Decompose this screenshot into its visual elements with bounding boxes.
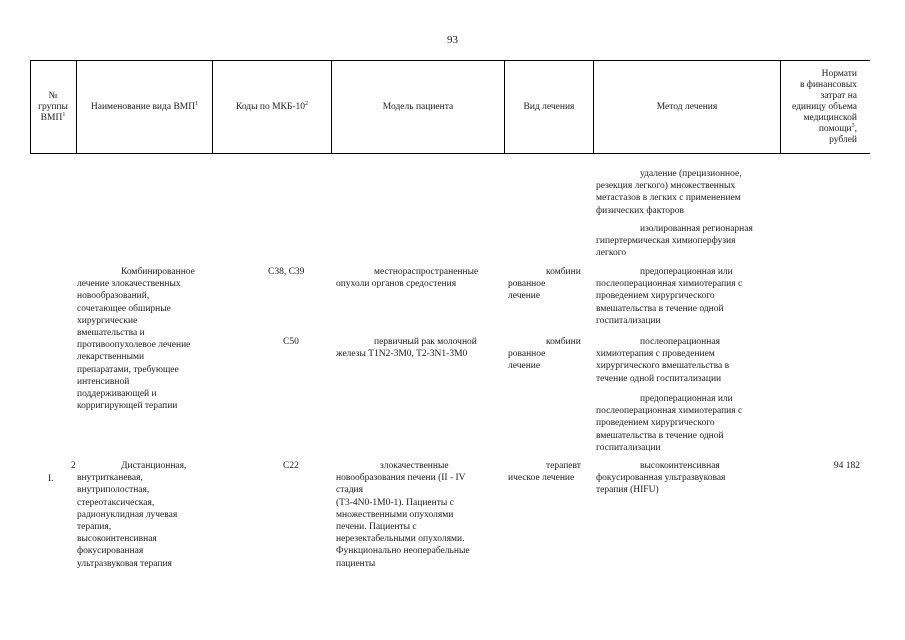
header-method: Метод лечения [656,101,718,112]
patient-model-cell: злокачественные новообразования печени (II - IV стадия (T3-4N0-1M0-1). Пациенты с множественными опухолями печени. Пациенты с нерезектабельными опухолями. Функционально неоперабельные пациенты [336,461,470,569]
method-cell: высокоинтенсивная фокусированная ультразвуковая терапия (HIFU) [596,461,726,496]
treatment-type-cell: комбини рованное лечение [508,267,581,302]
header-name: Наименование вида ВМП$^1$ [90,100,199,112]
treatment-type-cell: терапевт ическое лечение [508,461,581,484]
page-number: 93 [447,34,458,46]
method-cell: предоперационная или послеоперационная химиотерапия с проведением хирургического вмешательства в течение одной госпитализации [596,267,743,326]
norm-cost-cell: 94 182 [833,461,860,471]
method-cell: послеоперационная химиотерапия с проведением хирургического вмешательства в течение одной госпитализации [596,337,730,384]
group-number: 2 [71,461,76,471]
method-cell: удаление (прецизионное, резекция легкого) множественных метастазов в легких с применением физических факторов [596,169,742,216]
section-roman: I. [48,474,54,484]
treatment-type-cell: комбини рованное лечение [508,337,581,372]
method-cell: изолированная регионарная гипертермическая химиоперфузия легкого [596,224,753,259]
header-group: № группы ВМП$^1$ [38,90,68,123]
icd-code-cell: C38, C39 [268,267,305,277]
header-type: Вид лечения [523,101,575,112]
patient-model-cell: местнораспространенные опухоли органов средостения [336,267,479,290]
header-norm: Нормати в финансовых затрат на единицу объема медицинской помощи$^3$, рублей [791,68,858,145]
method-cell: предоперационная или послеоперационная химиотерапия с проведением хирургического вмешательства в течение одной госпитализации [596,394,743,453]
vmp-name-cell: Комбинированное лечение злокачественных новообразований, сочетающее обширные хирургические вмешательства и противоопухолевое лечение лекарственными препаратами, требующее интенсивной поддерживающей и корригирующей терапии [77,267,195,412]
header-model: Модель пациента [382,101,454,112]
vmp-name-cell: Дистанционная, внутритканевая, внутриполостная, стереотаксическая, радионуклидная лучевая терапия, высокоинтенсивная фокусированная ультразвуковая терапия [77,461,187,569]
table-header [30,60,870,154]
icd-code-cell: C22 [283,461,299,471]
icd-code-cell: C50 [283,337,299,347]
header-codes: Коды по МКБ-$10^2$ [235,100,309,112]
patient-model-cell: первичный рак молочной железы T1N2-3M0, T2-3N1-3M0 [336,337,477,360]
